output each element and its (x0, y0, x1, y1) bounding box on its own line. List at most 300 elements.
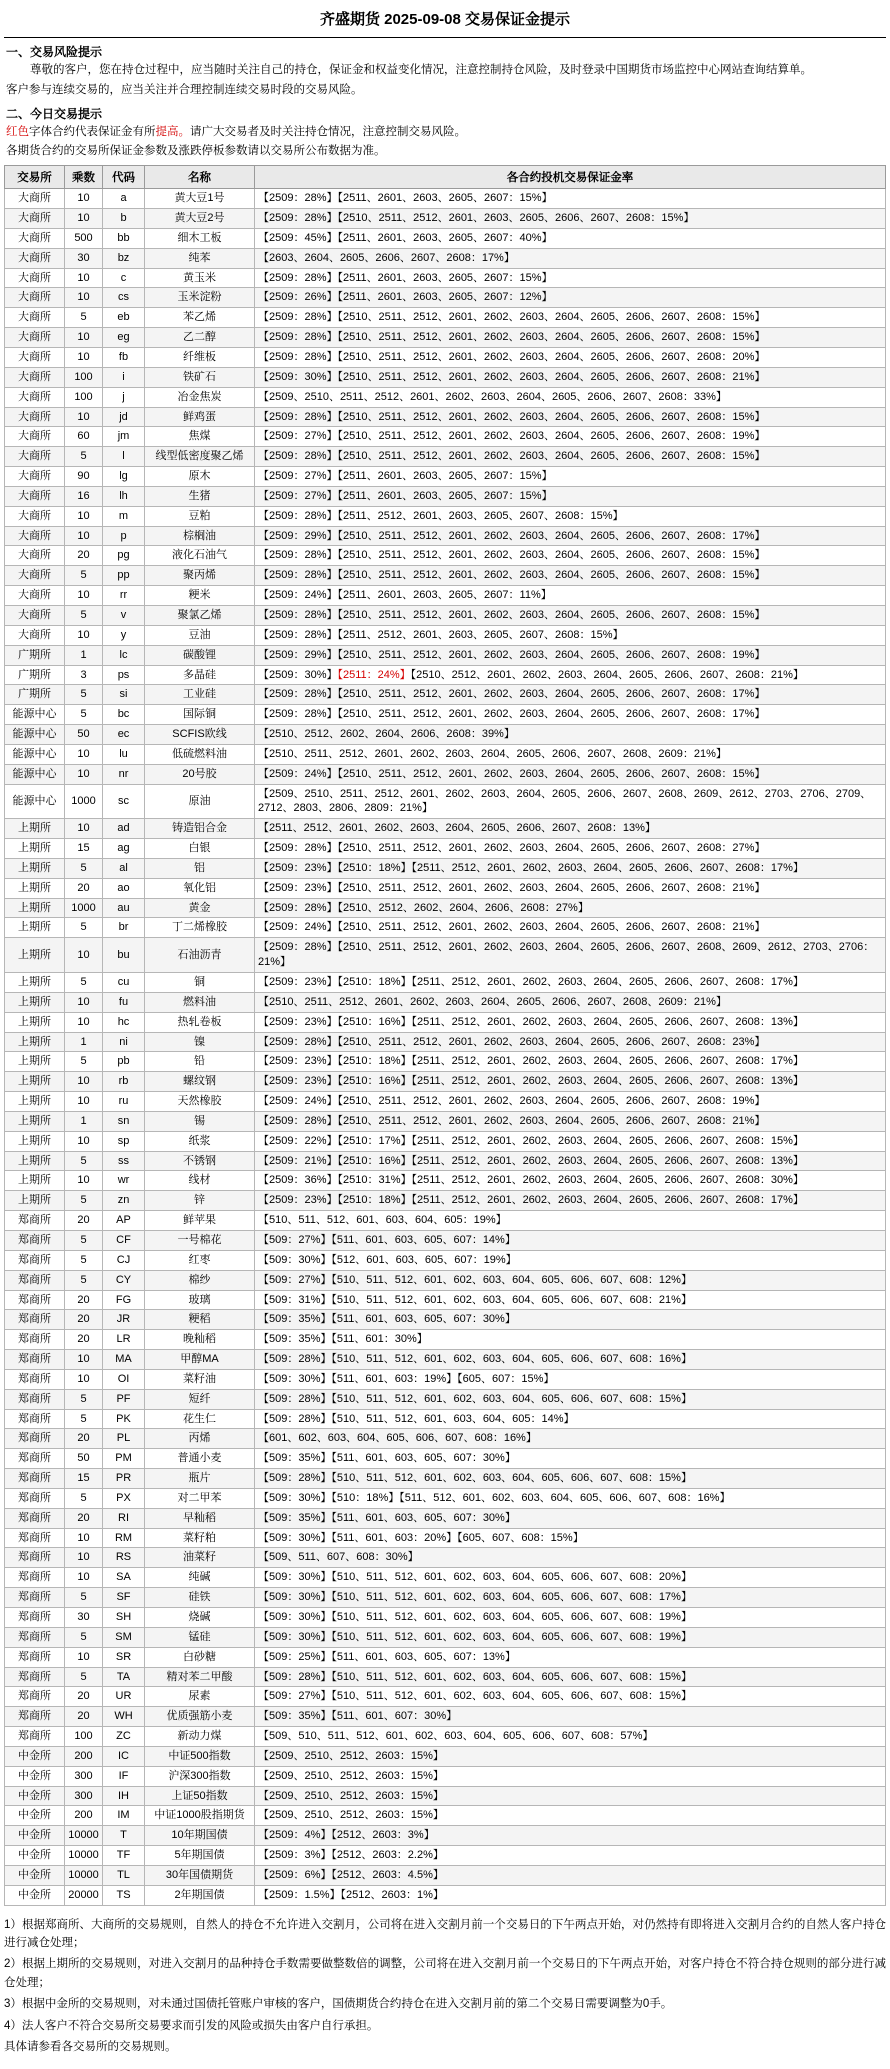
cell-rate: 【509：30%】【510、511、512、601、602、603、604、605、606、607、608：20%】 (255, 1568, 886, 1588)
table-row (5, 1369, 886, 1389)
table-row (5, 665, 886, 685)
table-row (5, 288, 886, 308)
table-row (5, 586, 886, 606)
cell-code: WH (103, 1707, 145, 1727)
cell-code: cu (103, 973, 145, 993)
cell-code: jm (103, 427, 145, 447)
cell-exchange: 上期所 (5, 973, 65, 993)
table-row (5, 1330, 886, 1350)
cell-exchange: 上期所 (5, 858, 65, 878)
cell-code: sn (103, 1111, 145, 1131)
cell-code: y (103, 625, 145, 645)
table-row (5, 685, 886, 705)
cell-rate: 【509：31%】【510、511、512、601、602、603、604、605、606、607、608：21%】 (255, 1290, 886, 1310)
cell-multiplier: 3 (65, 665, 103, 685)
cell-rate: 【509：35%】【511、601、607：30%】 (255, 1707, 886, 1727)
cell-name: 普通小麦 (145, 1449, 255, 1469)
cell-rate: 【2509：28%】【2510、2511、2512、2601、2602、2603、2604、2605、2606、2607、2608：17%】 (255, 685, 886, 705)
red-text-marker: 红色 (6, 125, 29, 138)
cell-name: 5年期国债 (145, 1846, 255, 1866)
cell-rate: 【2509：28%】【2510、2512、2602、2604、2606、2608：27%】 (255, 898, 886, 918)
cell-multiplier: 10 (65, 1131, 103, 1151)
cell-exchange: 大商所 (5, 605, 65, 625)
cell-name: 螺纹钢 (145, 1072, 255, 1092)
cell-name: 粳米 (145, 586, 255, 606)
cell-exchange: 能源中心 (5, 784, 65, 819)
cell-code: al (103, 858, 145, 878)
cell-exchange: 上期所 (5, 878, 65, 898)
cell-code: ag (103, 839, 145, 859)
table-row (5, 1270, 886, 1290)
table-row (5, 858, 886, 878)
col-exchange: 交易所 (5, 166, 65, 189)
cell-exchange: 郑商所 (5, 1250, 65, 1270)
cell-rate: 【2509：23%】【2510：16%】【2511、2512、2601、2602、2603、2604、2605、2606、2607、2608：13%】 (255, 1072, 886, 1092)
cell-rate: 【2509：24%】【2510、2511、2512、2601、2602、2603、2604、2605、2606、2607、2608：19%】 (255, 1092, 886, 1112)
cell-multiplier: 5 (65, 1052, 103, 1072)
cell-code: TF (103, 1846, 145, 1866)
cell-exchange: 大商所 (5, 467, 65, 487)
cell-code: cs (103, 288, 145, 308)
cell-exchange: 能源中心 (5, 744, 65, 764)
cell-name: 纯碱 (145, 1568, 255, 1588)
cell-code: i (103, 367, 145, 387)
cell-code: m (103, 506, 145, 526)
today-paragraph-1-text: 字体合约代表保证金有所提高。请广大交易者及时关注持仓情况，注意控制交易风险。 (29, 125, 466, 138)
cell-name: 锌 (145, 1191, 255, 1211)
cell-exchange: 大商所 (5, 348, 65, 368)
cell-multiplier: 20 (65, 1330, 103, 1350)
cell-code: IF (103, 1766, 145, 1786)
cell-rate: 【2509：28%】【2510、2511、2512、2601、2602、2603、2604、2605、2606、2607、2608：15%】 (255, 566, 886, 586)
cell-exchange: 大商所 (5, 209, 65, 229)
cell-multiplier: 10 (65, 1548, 103, 1568)
cell-name: 铸造铝合金 (145, 819, 255, 839)
cell-name: 黄大豆2号 (145, 209, 255, 229)
cell-exchange: 郑商所 (5, 1369, 65, 1389)
cell-name: 黄玉米 (145, 268, 255, 288)
cell-multiplier: 5 (65, 605, 103, 625)
table-row (5, 1508, 886, 1528)
cell-name: 天然橡胶 (145, 1092, 255, 1112)
cell-multiplier: 20 (65, 1310, 103, 1330)
cell-name: 聚氯乙烯 (145, 605, 255, 625)
cell-code: a (103, 189, 145, 209)
cell-rate: 【509：35%】【511、601：30%】 (255, 1330, 886, 1350)
cell-code: ao (103, 878, 145, 898)
cell-rate: 【2511、2512、2601、2602、2603、2604、2605、2606、2607、2608：13%】 (255, 819, 886, 839)
cell-rate: 【509：28%】【510、511、512、601、603、604、605：14%】 (255, 1409, 886, 1429)
risk-paragraph-2: 客户参与连续交易的，应当关注并合理控制连续交易时段的交易风险。 (6, 83, 363, 96)
cell-code: lc (103, 645, 145, 665)
cell-rate: 【2509：6%】【2512、2603：4.5%】 (255, 1865, 886, 1885)
cell-multiplier: 10 (65, 1171, 103, 1191)
cell-multiplier: 500 (65, 228, 103, 248)
cell-multiplier: 15 (65, 839, 103, 859)
table-row (5, 1667, 886, 1687)
table-row (5, 387, 886, 407)
cell-multiplier: 100 (65, 1727, 103, 1747)
cell-exchange: 郑商所 (5, 1429, 65, 1449)
cell-code: CY (103, 1270, 145, 1290)
cell-exchange: 中金所 (5, 1885, 65, 1905)
cell-exchange: 上期所 (5, 1052, 65, 1072)
cell-multiplier: 10000 (65, 1865, 103, 1885)
cell-code: ad (103, 819, 145, 839)
cell-rate: 【2509：29%】【2510、2511、2512、2601、2602、2603、2604、2605、2606、2607、2608：19%】 (255, 645, 886, 665)
cell-name: 鲜鸡蛋 (145, 407, 255, 427)
cell-rate: 【2509：27%】【2511、2601、2603、2605、2607：15%】 (255, 467, 886, 487)
cell-code: sp (103, 1131, 145, 1151)
cell-rate: 【509：28%】【510、511、512、601、602、603、604、605、606、607、608：16%】 (255, 1350, 886, 1370)
cell-name: 鲜苹果 (145, 1211, 255, 1231)
section-today-notice (4, 105, 886, 162)
table-row (5, 1627, 886, 1647)
cell-name: 苯乙烯 (145, 308, 255, 328)
cell-rate: 【509：30%】【510：18%】【511、512、601、602、603、604、605、606、607、608：16%】 (255, 1488, 886, 1508)
cell-exchange: 上期所 (5, 1032, 65, 1052)
cell-rate: 【2509：28%】【2511、2512、2601、2603、2605、2607、2608：15%】 (255, 506, 886, 526)
footer-note-2: 2）根据上期所的交易规则，对进入交割月的品种持仓手数需要做整数倍的调整，公司将在进入交割月前一个交易日的下午两点开始，对客户持仓不符合持仓规则的部分进行减仓处理； (4, 1958, 886, 1989)
cell-multiplier: 1 (65, 645, 103, 665)
cell-name: 新动力煤 (145, 1727, 255, 1747)
cell-exchange: 郑商所 (5, 1687, 65, 1707)
table-row (5, 1171, 886, 1191)
section-heading-2: 二、今日交易提示 (6, 106, 103, 121)
cell-exchange: 大商所 (5, 228, 65, 248)
cell-name: 玻璃 (145, 1290, 255, 1310)
cell-rate: 【509：28%】【510、511、512、601、602、603、604、605、606、607、608：15%】 (255, 1389, 886, 1409)
cell-exchange: 郑商所 (5, 1548, 65, 1568)
cell-name: 烧碱 (145, 1608, 255, 1628)
cell-multiplier: 10 (65, 1012, 103, 1032)
cell-exchange: 郑商所 (5, 1230, 65, 1250)
cell-name: 原油 (145, 784, 255, 819)
cell-multiplier: 30 (65, 248, 103, 268)
cell-exchange: 大商所 (5, 328, 65, 348)
cell-name: 一号棉花 (145, 1230, 255, 1250)
table-row (5, 486, 886, 506)
cell-multiplier: 5 (65, 973, 103, 993)
table-row (5, 407, 886, 427)
cell-multiplier: 10 (65, 1092, 103, 1112)
cell-exchange: 上期所 (5, 1191, 65, 1211)
table-row (5, 784, 886, 819)
cell-multiplier: 10 (65, 407, 103, 427)
cell-name: 豆粕 (145, 506, 255, 526)
cell-code: jd (103, 407, 145, 427)
cell-rate: 【2509：30%】【2510、2511、2512、2601、2602、2603、2604、2605、2606、2607、2608：21%】 (255, 367, 886, 387)
cell-code: ec (103, 725, 145, 745)
table-row (5, 1389, 886, 1409)
table-row (5, 744, 886, 764)
cell-code: PK (103, 1409, 145, 1429)
table-row (5, 1766, 886, 1786)
cell-rate: 【509：30%】【510、511、512、601、602、603、604、605、606、607、608：19%】 (255, 1627, 886, 1647)
cell-name: 国际铜 (145, 705, 255, 725)
today-paragraph-1 (6, 124, 884, 142)
cell-rate: 【2509：28%】【2510、2511、2512、2601、2602、2603、2604、2605、2606、2607、2608：17%】 (255, 705, 886, 725)
cell-name: 生猪 (145, 486, 255, 506)
cell-name: 甲醇MA (145, 1350, 255, 1370)
cell-code: SH (103, 1608, 145, 1628)
cell-multiplier: 5 (65, 566, 103, 586)
cell-exchange: 郑商所 (5, 1508, 65, 1528)
cell-exchange: 大商所 (5, 189, 65, 209)
cell-name: 黄金 (145, 898, 255, 918)
cell-name: 中证1000股指期货 (145, 1806, 255, 1826)
cell-code: IC (103, 1746, 145, 1766)
table-row (5, 764, 886, 784)
cell-multiplier: 5 (65, 858, 103, 878)
cell-multiplier: 50 (65, 725, 103, 745)
cell-multiplier: 10 (65, 819, 103, 839)
cell-rate: 【2509、2510、2511、2512、2601、2602、2603、2604、2605、2606、2607、2608、2609、2612、2703、2706、2709、2712、2803、2806、2809：21%】 (255, 784, 886, 819)
cell-rate: 【2509：23%】【2510：18%】【2511、2512、2601、2602、2603、2604、2605、2606、2607、2608：17%】 (255, 1191, 886, 1211)
cell-multiplier: 5 (65, 705, 103, 725)
table-row (5, 348, 886, 368)
table-row (5, 725, 886, 745)
cell-name: 20号胶 (145, 764, 255, 784)
cell-name: 棉纱 (145, 1270, 255, 1290)
table-row (5, 1588, 886, 1608)
table-row (5, 1230, 886, 1250)
table-row (5, 918, 886, 938)
cell-rate: 【2509：30%】【2511：24%】【2510、2512、2601、2602、2603、2604、2605、2606、2607、2608：21%】 (255, 665, 886, 685)
table-row (5, 546, 886, 566)
cell-multiplier: 1000 (65, 784, 103, 819)
cell-multiplier: 20 (65, 878, 103, 898)
cell-code: fu (103, 992, 145, 1012)
cell-rate: 【2509、2510、2511、2512、2601、2602、2603、2604、2605、2606、2607、2608：33%】 (255, 387, 886, 407)
cell-multiplier: 10 (65, 506, 103, 526)
cell-multiplier: 1 (65, 1111, 103, 1131)
cell-rate: 【2509：36%】【2510：31%】【2511、2512、2601、2602、2603、2604、2605、2606、2607、2608：30%】 (255, 1171, 886, 1191)
cell-code: ru (103, 1092, 145, 1112)
cell-code: rr (103, 586, 145, 606)
table-row (5, 605, 886, 625)
table-row (5, 1746, 886, 1766)
cell-multiplier: 5 (65, 1230, 103, 1250)
cell-rate: 【2509：28%】【2510、2511、2512、2601、2602、2603、2604、2605、2606、2607、2608：15%】 (255, 605, 886, 625)
cell-rate: 【2509：23%】【2510：18%】【2511、2512、2601、2602、2603、2604、2605、2606、2607、2608：17%】 (255, 1052, 886, 1072)
cell-rate: 【2509：28%】【2510、2511、2512、2601、2602、2603、2604、2605、2606、2607、2608：27%】 (255, 839, 886, 859)
cell-multiplier: 20000 (65, 1885, 103, 1905)
cell-multiplier: 10 (65, 744, 103, 764)
cell-exchange: 郑商所 (5, 1290, 65, 1310)
cell-exchange: 大商所 (5, 308, 65, 328)
cell-exchange: 上期所 (5, 992, 65, 1012)
cell-multiplier: 50 (65, 1449, 103, 1469)
page-title: 齐盛期货 2025-09-08 交易保证金提示 (319, 11, 571, 28)
cell-rate: 【2509：28%】【2510、2511、2512、2601、2602、2603、2604、2605、2606、2607、2608：15%】 (255, 407, 886, 427)
cell-name: 燃料油 (145, 992, 255, 1012)
cell-exchange: 郑商所 (5, 1330, 65, 1350)
cell-name: 纯苯 (145, 248, 255, 268)
table-row (5, 1429, 886, 1449)
cell-exchange: 郑商所 (5, 1588, 65, 1608)
cell-rate: 【2509：23%】【2510：16%】【2511、2512、2601、2602、2603、2604、2605、2606、2607、2608：13%】 (255, 1012, 886, 1032)
cell-code: PR (103, 1469, 145, 1489)
cell-name: 对二甲苯 (145, 1488, 255, 1508)
cell-code: RM (103, 1528, 145, 1548)
cell-code: PL (103, 1429, 145, 1449)
cell-exchange: 上期所 (5, 819, 65, 839)
table-row (5, 328, 886, 348)
cell-multiplier: 10 (65, 1369, 103, 1389)
cell-exchange: 大商所 (5, 586, 65, 606)
footer-note-4: 4）法人客户不符合交易所交易要求而引发的风险或损失由客户自行承担。 (4, 2019, 379, 2032)
cell-code: CF (103, 1230, 145, 1250)
cell-code: TL (103, 1865, 145, 1885)
cell-exchange: 郑商所 (5, 1488, 65, 1508)
cell-rate: 【2510、2511、2512、2601、2602、2603、2604、2605、2606、2607、2608、2609：21%】 (255, 992, 886, 1012)
cell-code: l (103, 447, 145, 467)
cell-exchange: 大商所 (5, 447, 65, 467)
cell-rate: 【2510、2511、2512、2601、2602、2603、2604、2605、2606、2607、2608、2609：21%】 (255, 744, 886, 764)
cell-rate: 【509：35%】【511、601、603、605、607：30%】 (255, 1310, 886, 1330)
cell-code: RI (103, 1508, 145, 1528)
cell-exchange: 郑商所 (5, 1389, 65, 1409)
cell-multiplier: 10 (65, 1350, 103, 1370)
cell-code: hc (103, 1012, 145, 1032)
cell-exchange: 上期所 (5, 1151, 65, 1171)
cell-code: SR (103, 1647, 145, 1667)
cell-exchange: 郑商所 (5, 1647, 65, 1667)
cell-multiplier: 200 (65, 1806, 103, 1826)
cell-rate: 【2509：28%】【2511、2601、2603、2605、2607：15%】 (255, 268, 886, 288)
cell-exchange: 能源中心 (5, 764, 65, 784)
table-row (5, 189, 886, 209)
cell-rate: 【509：28%】【510、511、512、601、602、603、604、605、606、607、608：15%】 (255, 1667, 886, 1687)
cell-multiplier: 5 (65, 1191, 103, 1211)
table-row (5, 1647, 886, 1667)
table-row (5, 1568, 886, 1588)
cell-code: eb (103, 308, 145, 328)
cell-multiplier: 20 (65, 1290, 103, 1310)
cell-rate: 【2509：1.5%】【2512、2603：1%】 (255, 1885, 886, 1905)
cell-name: 豆油 (145, 625, 255, 645)
cell-multiplier: 5 (65, 1667, 103, 1687)
cell-multiplier: 300 (65, 1766, 103, 1786)
cell-multiplier: 5 (65, 447, 103, 467)
cell-name: 晚籼稻 (145, 1330, 255, 1350)
cell-exchange: 郑商所 (5, 1211, 65, 1231)
cell-multiplier: 10 (65, 526, 103, 546)
cell-multiplier: 5 (65, 1409, 103, 1429)
cell-rate: 【509、511、607、608：30%】 (255, 1548, 886, 1568)
cell-name: 30年国债期货 (145, 1865, 255, 1885)
cell-code: PX (103, 1488, 145, 1508)
cell-code: nr (103, 764, 145, 784)
cell-exchange: 大商所 (5, 367, 65, 387)
cell-exchange: 上期所 (5, 1012, 65, 1032)
cell-code: au (103, 898, 145, 918)
table-row (5, 1469, 886, 1489)
cell-name: 菜籽油 (145, 1369, 255, 1389)
cell-multiplier: 5 (65, 1270, 103, 1290)
cell-code: SA (103, 1568, 145, 1588)
cell-rate: 【509：30%】【511、601、603：19%】【605、607：15%】 (255, 1369, 886, 1389)
cell-multiplier: 10 (65, 1647, 103, 1667)
cell-code: bu (103, 938, 145, 973)
cell-exchange: 中金所 (5, 1746, 65, 1766)
cell-code: br (103, 918, 145, 938)
table-row (5, 645, 886, 665)
table-row (5, 1707, 886, 1727)
cell-exchange: 大商所 (5, 268, 65, 288)
cell-exchange: 郑商所 (5, 1350, 65, 1370)
cell-code: T (103, 1826, 145, 1846)
cell-code: fb (103, 348, 145, 368)
cell-rate: 【2509：23%】【2510：18%】【2511、2512、2601、2602、2603、2604、2605、2606、2607、2608：17%】 (255, 858, 886, 878)
cell-rate: 【509：30%】【510、511、512、601、602、603、604、605、606、607、608：19%】 (255, 1608, 886, 1628)
cell-name: 铅 (145, 1052, 255, 1072)
table-row (5, 447, 886, 467)
col-name: 名称 (145, 166, 255, 189)
cell-exchange: 中金所 (5, 1826, 65, 1846)
cell-multiplier: 100 (65, 387, 103, 407)
cell-exchange: 郑商所 (5, 1310, 65, 1330)
cell-name: 沪深300指数 (145, 1766, 255, 1786)
table-row (5, 467, 886, 487)
cell-exchange: 中金所 (5, 1766, 65, 1786)
cell-multiplier: 5 (65, 1627, 103, 1647)
cell-rate: 【2509：23%】【2510、2511、2512、2601、2602、2603、2604、2605、2606、2607、2608：21%】 (255, 878, 886, 898)
table-row (5, 1826, 886, 1846)
cell-rate: 【2509：28%】【2510、2511、2512、2601、2602、2603、2604、2605、2606、2607、2608：15%】 (255, 328, 886, 348)
cell-code: pg (103, 546, 145, 566)
cell-code: FG (103, 1290, 145, 1310)
table-row (5, 1131, 886, 1151)
table-row (5, 938, 886, 973)
cell-name: 粳稻 (145, 1310, 255, 1330)
cell-multiplier: 16 (65, 486, 103, 506)
cell-multiplier: 5 (65, 1250, 103, 1270)
cell-multiplier: 10 (65, 348, 103, 368)
cell-exchange: 大商所 (5, 546, 65, 566)
cell-exchange: 上期所 (5, 898, 65, 918)
cell-rate: 【2509、2510、2512、2603：15%】 (255, 1806, 886, 1826)
cell-multiplier: 1000 (65, 898, 103, 918)
cell-name: 精对苯二甲酸 (145, 1667, 255, 1687)
cell-exchange: 郑商所 (5, 1469, 65, 1489)
cell-code: UR (103, 1687, 145, 1707)
cell-multiplier: 10 (65, 268, 103, 288)
cell-name: 丙烯 (145, 1429, 255, 1449)
cell-rate: 【2509：28%】【2511、2601、2603、2605、2607：15%】 (255, 189, 886, 209)
cell-name: 镍 (145, 1032, 255, 1052)
cell-multiplier: 10 (65, 586, 103, 606)
table-row (5, 1786, 886, 1806)
cell-exchange: 大商所 (5, 526, 65, 546)
cell-exchange: 上期所 (5, 1131, 65, 1151)
cell-multiplier: 300 (65, 1786, 103, 1806)
table-row (5, 839, 886, 859)
cell-code: p (103, 526, 145, 546)
cell-code: TS (103, 1885, 145, 1905)
cell-exchange: 上期所 (5, 1072, 65, 1092)
cell-multiplier: 10 (65, 1072, 103, 1092)
rate-raised-segment: 【2511：24%】 (337, 668, 411, 681)
cell-code: zn (103, 1191, 145, 1211)
cell-rate: 【2509：28%】【2510、2511、2512、2601、2603、2605、2606、2607、2608：15%】 (255, 209, 886, 229)
cell-exchange: 郑商所 (5, 1608, 65, 1628)
cell-rate: 【2509：24%】【2510、2511、2512、2601、2602、2603、2604、2605、2606、2607、2608：15%】 (255, 764, 886, 784)
table-row (5, 427, 886, 447)
cell-exchange: 大商所 (5, 248, 65, 268)
cell-code: c (103, 268, 145, 288)
